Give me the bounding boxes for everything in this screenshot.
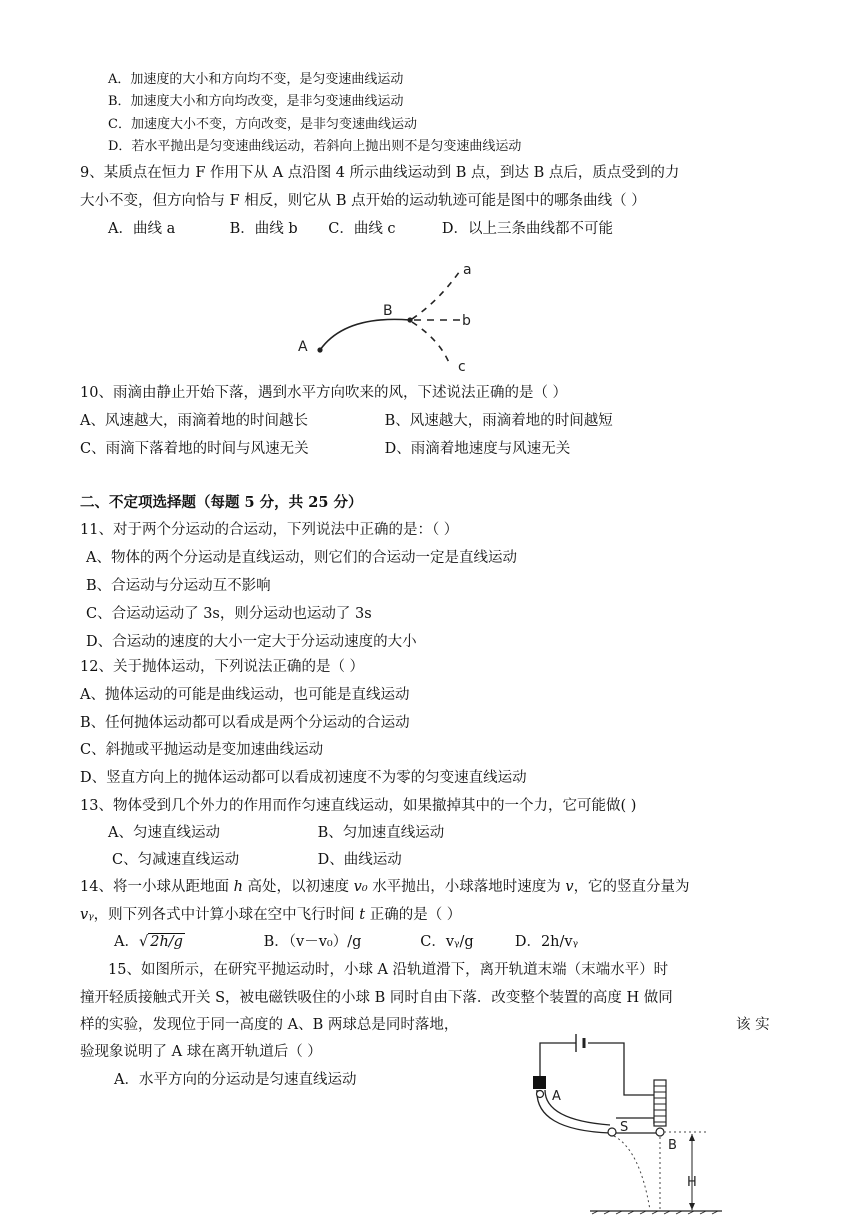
- q14-option-c: C．vᵧ/g: [420, 934, 474, 950]
- q15-line3-right: 该 实: [736, 1017, 770, 1033]
- q12-option-c: C、斜抛或平抛运动是变加速曲线运动: [80, 742, 324, 758]
- ball-a: [537, 1091, 544, 1098]
- q9-label-B: B: [383, 303, 393, 319]
- q15-line3: 样的实验，发现位于同一高度的 A、B 两球总是同时落地，: [80, 1017, 459, 1033]
- q9-option-d: D．以上三条曲线都不可能: [441, 221, 613, 237]
- q14-option-b: B．（v－v₀）/g: [263, 934, 362, 950]
- q9-option-c: C．曲线 c: [328, 221, 396, 237]
- q8-option-a: A．加速度的大小和方向均不变，是匀变速曲线运动: [108, 72, 404, 87]
- q14-var-vy: vᵧ: [80, 907, 94, 923]
- q15-line1: 15、如图所示，在研究平抛运动时，小球 A 沿轨道滑下，离开轨道末端（末端水平）时: [108, 962, 669, 978]
- ball-a-end: [608, 1128, 616, 1136]
- q9-stem-line2: 大小不变，但方向恰与 F 相反，则它从 B 点开始的运动轨迹可能是图中的哪条曲线（ ）: [80, 193, 646, 209]
- q15-label-S: S: [620, 1120, 629, 1135]
- q15-label-B: B: [668, 1138, 677, 1153]
- q15-label-H: H: [687, 1175, 697, 1190]
- q11-option-b: B、合运动与分运动互不影响: [86, 578, 271, 594]
- section2-title: 二、不定项选择题（每题 5 分，共 25 分）: [80, 494, 363, 511]
- q9-label-A: A: [298, 339, 308, 355]
- q15-line2: 撞开轻质接触式开关 S，被电磁铁吸住的小球 B 同时自由下落．改变整个装置的高度 H 做同: [80, 990, 673, 1006]
- q14-stem-line2: vᵧ，则下列各式中计算小球在空中飞行时间 t 正确的是（ ）: [80, 907, 462, 923]
- q14-stem-line1: 14、将一小球从距地面 h 高处，以初速度 v₀ 水平抛出，小球落地时速度为 v，它的竖直分量为: [80, 879, 690, 895]
- q9-label-a: a: [463, 262, 472, 278]
- q14-var-v0: v₀: [353, 879, 368, 895]
- q14-option-d: D．2h/vᵧ: [514, 934, 579, 950]
- q13-option-b: B、匀加速直线运动: [317, 825, 445, 841]
- q12-stem: 12、关于抛体运动，下列说法正确的是（ ）: [80, 659, 365, 675]
- q14-option-a: A．√ 2h/g: [114, 934, 183, 950]
- q9-stem-line1: 9、某质点在恒力 F 作用下从 A 点沿图 4 所示曲线运动到 B 点，到达 B 点后，质点受到的力: [80, 165, 680, 181]
- q8-option-c: C．加速度大小不变，方向改变，是非匀变速曲线运动: [108, 117, 417, 132]
- ball-b: [656, 1128, 664, 1136]
- q9-label-c: c: [458, 359, 466, 375]
- q8-option-d: D．若水平抛出是匀变速曲线运动，若斜向上抛出则不是匀变速曲线运动: [108, 139, 522, 154]
- sqrt-sign-icon: √: [138, 934, 149, 950]
- q15-line4: 验现象说明了 A 球在离开轨道后（ ）: [80, 1044, 322, 1060]
- projectile-path: [614, 1136, 650, 1210]
- electromagnet-a: [533, 1076, 546, 1089]
- electromagnet-coil: [654, 1080, 666, 1126]
- q11-stem: 11、对于两个分运动的合运动，下列说法中正确的是：（ ）: [80, 522, 459, 538]
- q13-option-d: D、曲线运动: [317, 852, 402, 868]
- q11-option-d: D、合运动的速度的大小一定大于分运动速度的大小: [86, 634, 417, 650]
- q13-stem: 13、物体受到几个外力的作用而作匀速直线运动，如果撤掉其中的一个力，它可能做( ): [80, 798, 637, 814]
- q9-label-b: b: [462, 313, 471, 329]
- q14-var-v: v: [565, 879, 574, 895]
- circuit-wire: [540, 1043, 654, 1095]
- q12-option-a: A、抛体运动的可能是曲线运动，也可能是直线运动: [80, 687, 410, 703]
- q11-option-a: A、物体的两个分运动是直线运动，则它们的合运动一定是直线运动: [86, 550, 517, 566]
- q8-option-b: B．加速度大小和方向均改变，是非匀变速曲线运动: [108, 94, 404, 109]
- q13-option-a: A、匀速直线运动: [108, 825, 220, 841]
- q15-label-A: A: [552, 1089, 561, 1104]
- q12-option-d: D、竖直方向上的抛体运动都可以看成初速度不为零的匀变速直线运动: [80, 770, 527, 786]
- q15-option-a: A．水平方向的分运动是匀速直线运动: [114, 1072, 357, 1088]
- q14-option-a-radicand: 2h/g: [150, 934, 183, 950]
- q12-option-b: B、任何抛体运动都可以看成是两个分运动的合运动: [80, 715, 410, 731]
- q14-var-t: t: [359, 907, 366, 923]
- q13-option-c: C、匀减速直线运动: [112, 852, 240, 868]
- q10-option-b: B、风速越大，雨滴着地的时间越短: [384, 413, 613, 429]
- q9-option-a: A．曲线 a: [108, 221, 176, 237]
- q10-option-d: D、雨滴着地速度与风速无关: [384, 441, 571, 457]
- q10-stem: 10、雨滴由静止开始下落，遇到水平方向吹来的风，下述说法正确的是（ ）: [80, 385, 568, 401]
- q10-option-c: C、雨滴下落着地的时间与风速无关: [80, 441, 309, 457]
- q11-option-c: C、合运动运动了 3s，则分运动也运动了 3s: [86, 606, 372, 622]
- q14-var-h: h: [233, 879, 243, 895]
- q10-option-a: A、风速越大，雨滴着地的时间越长: [80, 413, 308, 429]
- q9-option-b: B．曲线 b: [229, 221, 298, 237]
